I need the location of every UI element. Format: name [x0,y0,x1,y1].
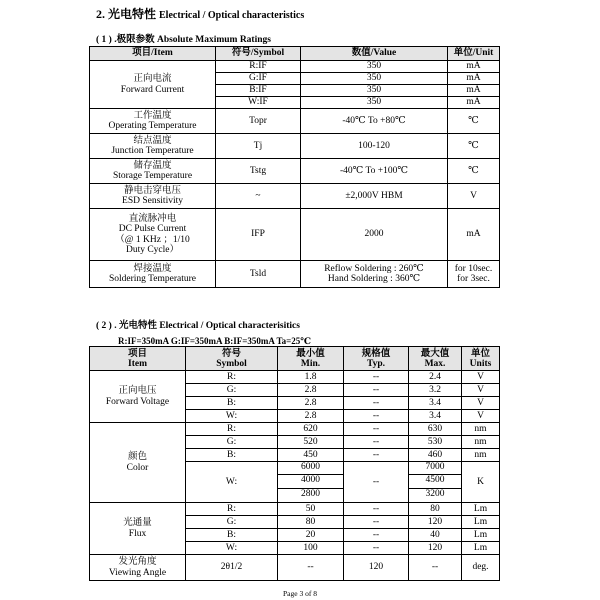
color-label: 颜色 Color [90,423,186,503]
cct-max-values: 7000 4500 3200 [409,462,462,503]
table-cell: -- [344,436,409,449]
viewing-angle-label: 发光角度 Viewing Angle [90,555,186,581]
table-cell: 350 [301,73,448,85]
table-cell: B: [186,449,278,462]
table-cell: -- [278,555,344,581]
table-cell: -- [344,384,409,397]
table-cell: Lm [462,529,500,542]
table-cell: 2.8 [278,410,344,423]
table-cell: -- [344,542,409,555]
table-cell: Lm [462,503,500,516]
table-cell: 350 [301,61,448,73]
table-cell: 120 [409,542,462,555]
table-cell: R: [186,503,278,516]
table-cell: 460 [409,449,462,462]
table-cell: 450 [278,449,344,462]
col-header-unit: 单位/Unit [448,47,500,61]
table2-title: ( 2 ) . 光电特性 Electrical / Optical characterisitics [96,321,300,331]
table-cell: Tsld [216,261,301,288]
col-header-item: 项目 Item [90,347,186,371]
table-cell: Lm [462,542,500,555]
table-cell: V [462,397,500,410]
table-cell: 20 [278,529,344,542]
table-cell: 2.8 [278,384,344,397]
table-cell: mA [448,97,500,109]
test-conditions: R:IF=350mA G:IF=350mA B:IF=350mA Ta=25℃ [118,336,312,346]
table-cell: R: [186,371,278,384]
table-cell: 350 [301,97,448,109]
table-cell: W: [186,542,278,555]
table-cell: 120 [344,555,409,581]
table-cell: R:IF [216,61,301,73]
table-cell: 120 [409,516,462,529]
table-cell: 100-120 [301,134,448,159]
soldering-temp-label: 焊接温度 Soldering Temperature [90,261,216,288]
table-cell: ~ [216,184,301,209]
table-cell: nm [462,449,500,462]
col-header-value: 数值/Value [301,47,448,61]
col-header-units: 单位 Units [462,347,500,371]
table-cell: 50 [278,503,344,516]
table1-title: ( 1 ) .极限参数 Absolute Maximum Ratings [96,35,271,45]
col-header-typ: 规格值 Typ. [344,347,409,371]
table-cell: nm [462,423,500,436]
table-cell: Tj [216,134,301,159]
flux-label: 光通量 Flux [90,503,186,555]
table-cell: 3.4 [409,410,462,423]
table-cell: W: [186,462,278,503]
junction-temp-label: 结点温度 Junction Temperature [90,134,216,159]
table-cell: G: [186,436,278,449]
table-cell: 1.8 [278,371,344,384]
table-cell: ℃ [448,109,500,134]
table-cell: -- [409,555,462,581]
table-cell: B: [186,529,278,542]
table-cell: W:IF [216,97,301,109]
table-cell: 620 [278,423,344,436]
table-cell: K [462,462,500,503]
table-cell: G: [186,516,278,529]
table-cell: mA [448,209,500,261]
table-cell: -- [344,529,409,542]
absolute-max-ratings-table [89,46,500,288]
table-cell: mA [448,85,500,97]
table-cell: W: [186,410,278,423]
table-cell: -- [344,503,409,516]
table-cell: ±2,000V HBM [301,184,448,209]
table-cell: -40℃ To +100℃ [301,159,448,184]
table-cell: V [462,384,500,397]
forward-voltage-label: 正向电压 Forward Voltage [90,371,186,423]
table-cell: 40 [409,529,462,542]
cct-min-values: 6000 4000 2800 [278,462,344,503]
table-cell: 80 [409,503,462,516]
storage-temp-label: 储存温度 Storage Temperature [90,159,216,184]
table-cell: R: [186,423,278,436]
table-cell: Topr [216,109,301,134]
col-header-symbol: 符号 Symbol [186,347,278,371]
table-cell: 2.8 [278,397,344,410]
table-cell: V [448,184,500,209]
col-header-item: 项目/Item [90,47,216,61]
table-cell: B:IF [216,85,301,97]
table-cell: mA [448,73,500,85]
table-cell: -- [344,516,409,529]
table-cell: -- [344,462,409,503]
table-cell: 520 [278,436,344,449]
table-cell: Tstg [216,159,301,184]
table-cell: ℃ [448,159,500,184]
table-cell: -- [344,423,409,436]
table-cell: V [462,371,500,384]
page-footer: Page 3 of 8 [283,589,317,598]
table-cell: mA [448,61,500,73]
col-header-max: 最大值 Max. [409,347,462,371]
table-cell: G:IF [216,73,301,85]
table-cell: -40℃ To +80℃ [301,109,448,134]
table-cell: 3.2 [409,384,462,397]
table-cell: 630 [409,423,462,436]
esd-label: 静电击穿电压 ESD Sensitivity [90,184,216,209]
table-cell: -- [344,410,409,423]
table-cell: G: [186,384,278,397]
forward-current-label: 正向电流 Forward Current [90,61,216,109]
table-cell: B: [186,397,278,410]
soldering-values: Reflow Soldering : 260℃ Hand Soldering : 360℃ [301,261,448,288]
pulse-current-label: 直流脉冲电 DC Pulse Current （@ 1 KHz ；1/10 Duty Cycle） [90,209,216,261]
col-header-min: 最小值 Min. [278,347,344,371]
table-cell: 3.4 [409,397,462,410]
table-cell: 2θ1/2 [186,555,278,581]
table-cell: -- [344,397,409,410]
table-cell: -- [344,371,409,384]
operating-temp-label: 工作温度 Operating Temperature [90,109,216,134]
col-header-symbol: 符号/Symbol [216,47,301,61]
electro-optical-table [89,346,500,581]
table-cell: 530 [409,436,462,449]
table-cell: -- [344,449,409,462]
table-cell: IFP [216,209,301,261]
soldering-units: for 10sec. for 3sec. [448,261,500,288]
table-cell: 2000 [301,209,448,261]
table-cell: deg. [462,555,500,581]
table-cell: 80 [278,516,344,529]
table-cell: V [462,410,500,423]
table-cell: 350 [301,85,448,97]
section-title: 2. 光电特性 Electrical / Optical characteristics [96,7,305,21]
table-cell: 100 [278,542,344,555]
table-cell: nm [462,436,500,449]
table-cell: Lm [462,516,500,529]
table-cell: ℃ [448,134,500,159]
table-cell: 2.4 [409,371,462,384]
